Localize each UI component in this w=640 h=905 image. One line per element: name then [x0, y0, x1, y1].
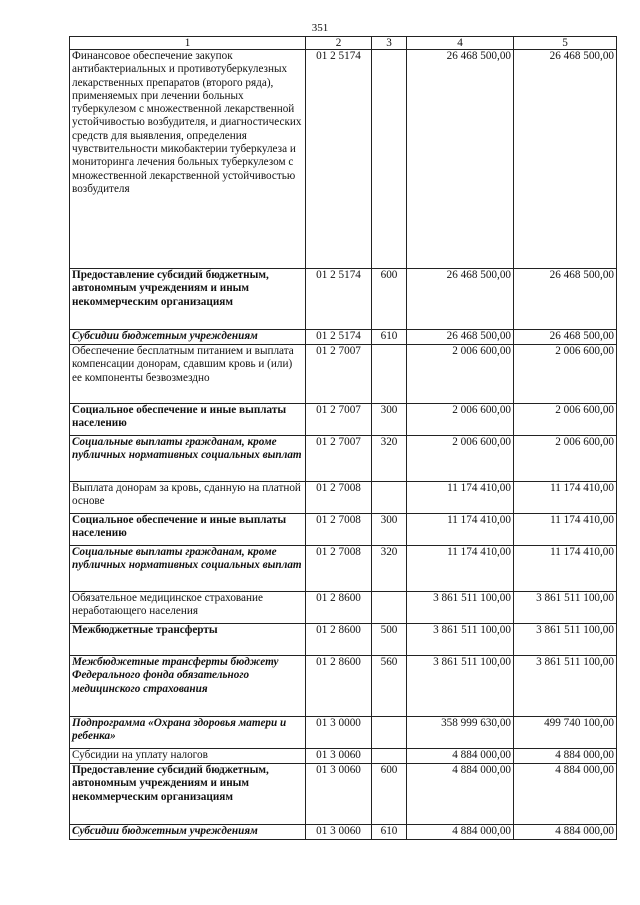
row-name: Субсидии бюджетным учреждениям: [70, 330, 306, 345]
row-code: 01 2 5174: [306, 330, 372, 345]
row-amount-1: 11 174 410,00: [407, 546, 514, 592]
row-expense-kind: 300: [372, 404, 407, 436]
row-amount-1: 4 884 000,00: [407, 749, 514, 764]
row-name: Финансовое обеспечение закупок антибактериальных и противотуберкулезных лекарственных препаратов (второго ряда), применяемых при лечении больных туберкулезом с множественной лекарственной устойчивостью возбудителя, и диагностических средств для выявления, определения чувствительности микобактерии туберкулеза и мониторинга лечения больных туберкулезом с множественной лекарственной устойчивостью возбудителя: [70, 50, 306, 269]
row-code: 01 2 8600: [306, 656, 372, 717]
row-expense-kind: [372, 749, 407, 764]
row-amount-2: 11 174 410,00: [514, 482, 617, 514]
row-amount-2: 2 006 600,00: [514, 436, 617, 482]
page-number: 351: [311, 22, 329, 34]
row-name: Межбюджетные трансферты бюджету Федерального фонда обязательного медицинского страхования: [70, 656, 306, 717]
table-row: [70, 269, 617, 330]
row-expense-kind: [372, 50, 407, 269]
row-code: 01 2 8600: [306, 624, 372, 656]
row-expense-kind: 320: [372, 436, 407, 482]
row-amount-1: 2 006 600,00: [407, 345, 514, 404]
row-expense-kind: 320: [372, 546, 407, 592]
row-code: 01 2 7007: [306, 345, 372, 404]
row-expense-kind: 600: [372, 764, 407, 825]
row-expense-kind: [372, 345, 407, 404]
row-expense-kind: 610: [372, 330, 407, 345]
table-row: [70, 717, 617, 749]
table-row: [70, 436, 617, 482]
table-row: [70, 345, 617, 404]
row-amount-2: 2 006 600,00: [514, 345, 617, 404]
row-amount-1: 26 468 500,00: [407, 330, 514, 345]
row-code: 01 2 8600: [306, 592, 372, 624]
col-header: 5: [514, 37, 617, 50]
row-amount-1: 26 468 500,00: [407, 50, 514, 269]
row-amount-2: 3 861 511 100,00: [514, 592, 617, 624]
row-amount-1: 26 468 500,00: [407, 269, 514, 330]
row-amount-1: 2 006 600,00: [407, 436, 514, 482]
col-header: 1: [70, 37, 306, 50]
row-code: 01 3 0060: [306, 749, 372, 764]
col-header: 4: [407, 37, 514, 50]
row-amount-1: 4 884 000,00: [407, 764, 514, 825]
header-row: [70, 37, 617, 50]
table-row: [70, 50, 617, 269]
table-row: [70, 749, 617, 764]
row-expense-kind: [372, 592, 407, 624]
row-amount-1: 3 861 511 100,00: [407, 656, 514, 717]
col-header: 3: [372, 37, 407, 50]
table-row: [70, 330, 617, 345]
row-amount-1: 3 861 511 100,00: [407, 624, 514, 656]
row-code: 01 2 7008: [306, 514, 372, 546]
row-name: Обязательное медицинское страхование неработающего населения: [70, 592, 306, 624]
row-amount-1: 2 006 600,00: [407, 404, 514, 436]
row-name: Социальные выплаты гражданам, кроме публичных нормативных социальных выплат: [70, 436, 306, 482]
row-expense-kind: 500: [372, 624, 407, 656]
row-code: 01 2 7008: [306, 546, 372, 592]
row-amount-2: 3 861 511 100,00: [514, 624, 617, 656]
table-row: [70, 592, 617, 624]
row-expense-kind: [372, 717, 407, 749]
row-amount-1: 11 174 410,00: [407, 482, 514, 514]
row-name: Предоставление субсидий бюджетным, автономным учреждениям и иным некоммерческим организациям: [70, 764, 306, 825]
row-code: 01 3 0000: [306, 717, 372, 749]
row-amount-2: 4 884 000,00: [514, 749, 617, 764]
row-name: Межбюджетные трансферты: [70, 624, 306, 656]
row-name: Субсидии бюджетным учреждениям: [70, 825, 306, 840]
row-code: 01 2 7007: [306, 436, 372, 482]
table-row: [70, 404, 617, 436]
row-expense-kind: 300: [372, 514, 407, 546]
row-name: Социальные выплаты гражданам, кроме публичных нормативных социальных выплат: [70, 546, 306, 592]
row-amount-2: 2 006 600,00: [514, 404, 617, 436]
row-amount-2: 499 740 100,00: [514, 717, 617, 749]
table-row: [70, 514, 617, 546]
row-expense-kind: 600: [372, 269, 407, 330]
row-amount-2: 11 174 410,00: [514, 546, 617, 592]
row-name: Субсидии на уплату налогов: [70, 749, 306, 764]
row-amount-1: 11 174 410,00: [407, 514, 514, 546]
row-amount-2: 4 884 000,00: [514, 764, 617, 825]
row-amount-1: 4 884 000,00: [407, 825, 514, 840]
row-name: Обеспечение бесплатным питанием и выплата компенсации донорам, сдавшим кровь и (или) ее компоненты безвозмездно: [70, 345, 306, 404]
table-row: [70, 825, 617, 840]
row-code: 01 3 0060: [306, 764, 372, 825]
row-amount-1: 358 999 630,00: [407, 717, 514, 749]
row-amount-2: 26 468 500,00: [514, 50, 617, 269]
row-expense-kind: [372, 482, 407, 514]
table-row: [70, 624, 617, 656]
budget-table: [69, 36, 617, 840]
row-name: Социальное обеспечение и иные выплаты населению: [70, 404, 306, 436]
table-row: [70, 656, 617, 717]
table-row: [70, 546, 617, 592]
row-amount-2: 11 174 410,00: [514, 514, 617, 546]
row-amount-1: 3 861 511 100,00: [407, 592, 514, 624]
row-code: 01 2 7007: [306, 404, 372, 436]
row-amount-2: 3 861 511 100,00: [514, 656, 617, 717]
row-name: Предоставление субсидий бюджетным, автономным учреждениям и иным некоммерческим организациям: [70, 269, 306, 330]
row-code: 01 2 7008: [306, 482, 372, 514]
row-name: Выплата донорам за кровь, сданную на платной основе: [70, 482, 306, 514]
row-name: Подпрограмма «Охрана здоровья матери и ребенка»: [70, 717, 306, 749]
row-name: Социальное обеспечение и иные выплаты населению: [70, 514, 306, 546]
table-row: [70, 482, 617, 514]
col-header: 2: [306, 37, 372, 50]
row-expense-kind: 560: [372, 656, 407, 717]
row-expense-kind: 610: [372, 825, 407, 840]
row-amount-2: 26 468 500,00: [514, 330, 617, 345]
row-code: 01 3 0060: [306, 825, 372, 840]
table-row: [70, 764, 617, 825]
row-code: 01 2 5174: [306, 269, 372, 330]
row-code: 01 2 5174: [306, 50, 372, 269]
row-amount-2: 4 884 000,00: [514, 825, 617, 840]
row-amount-2: 26 468 500,00: [514, 269, 617, 330]
